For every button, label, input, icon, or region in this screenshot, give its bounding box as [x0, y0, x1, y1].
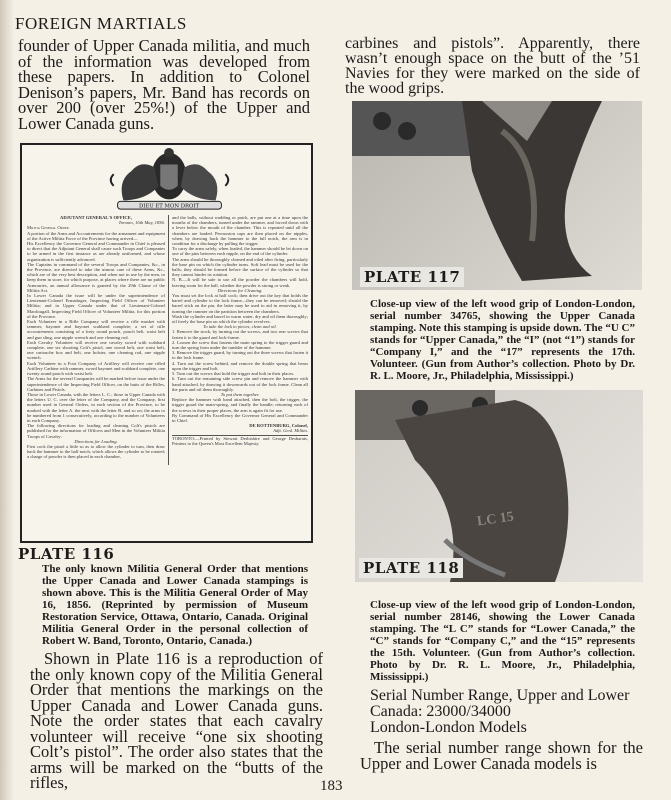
section-heading-line: Canada: 23000/34000 — [370, 703, 511, 720]
order-subhead: To take the lock to pieces, clean and oil. — [203, 324, 277, 330]
order-paragraph: Wash the cylinder and barrel in warm water, dry and oil them thoroughly; oil freely the base pin on which the cylinder revolves. — [172, 313, 308, 325]
plate-117-photo — [352, 101, 642, 290]
order-heading: ADJUTANT GENERAL'S OFFICE, — [60, 215, 132, 220]
order-paragraph: Each Volunteer in a Rifle Company will receive a rifle musket with rammer, bayonet and bayonet scabbard complete; a set of rifle accoutrements consisting of a forty round pouch, pouch belt, waist belt and gun sling, one nipple wrench and one cleaning rod. — [27, 319, 165, 340]
plate-117-caption: Close-up view of the left wood grip of London-London, serial number 34765, showing the Upper Canada stamping. Note this stamping is upside down. The “U C” stands for “Upper Canada,” the “I” (not “1”) stands for “Company I,” and the “17” represents the 17th. Volunteer. (Gun from Author’s collection. Photo by Dr. R. L. Moore, Jr., Philadelphia, Mississippi.) — [370, 298, 635, 382]
order-subhead: Directions for Loading. — [74, 438, 118, 444]
plate-118-caption: Close-up view of the left wood grip of London-London, serial number 28146, showing the Lower Canada stamping. The “L C” stands for “Lower Canada,” the “C” stands for “Company C,” and the “15” represents the 15th. Volunteer. (Gun from Author’s collection. Photo by Dr. R. L. Moore, Jr., Philadelphia, Mississippi.) — [370, 599, 635, 683]
order-paragraph: To carry the arms safely, when loaded, the hammer should be let down on one of the pins between each nipple, on the end of the cylinder. — [172, 246, 308, 257]
motto-ribbon: DIEU ET MON DROIT — [138, 203, 200, 210]
order-paragraph: In Lower Canada the issue will be under the superintendence of Lieutenant-Colonel Ermatinger, Inspecting Field Officer of Volunteer Militia; and in Upper Canada under that of Lieutenant-Colonel Macdougall, Inspecting Field Officer of Volunteer Militia, for this portion of the Province. — [27, 293, 165, 319]
order-step: 1. Remove the stock, by turning out the screws, and two rear screws that fasten it to the guard and lock-frame. — [172, 329, 308, 340]
order-imprint: TORONTO:—Printed by Stewart Derbishire and George Desbarats, Printers to the Queen's Most Excellent Majesty. — [172, 435, 308, 446]
order-paragraph: The Captains in command of the several Troops and Companies, &c., in the Province, are directed to take the utmost care of these Arms, &c., which are of the very best description, and when not in use by the men, to keep them in store, for which purpose, at places where there are no public Armouries, an annual allowance is granted by the 29th Clause of the Militia Act. — [27, 261, 165, 293]
order-step: 2. Loosen the screw that fastens the main spring to the trigger guard and turn the spring from under the tumbler of the hammer. — [172, 339, 308, 351]
order-paragraph: The arms should be thoroughly cleaned and oiled after firing, particularly the base pin on which the cylinder turns. Soft lead must be used for the balls; they should be formed before the surface of the cylinder so that they cannot hinder its rotation. — [172, 256, 308, 278]
paragraph: The serial number range shown for the Upper and Lower Canada models is — [360, 738, 643, 773]
order-paragraph: You must set the lock at half cock; then drive out the key that holds the barrel and cylinder to the lock frame—they can be removed; should the barrel stick on the pin, the latter may be used to aid in removing it, by turning the rammer on the partition between the chambers. — [172, 293, 308, 314]
order-paragraph: First cock the pistol a little so as to allow the cylinder to turn, then draw back the hammer to the half notch, which allows the cylinder to be rotated; a charge of powder is then placed in each chamber, — [27, 443, 165, 460]
royal-coat-of-arms-image — [102, 147, 237, 213]
right-column-top-paragraph — [345, 36, 640, 96]
order-signature-title: Adjt. Genl. Militia. — [273, 428, 308, 434]
plate-117-label: PLATE 117 — [360, 267, 464, 287]
left-column-top-paragraph — [18, 38, 310, 131]
order-step: 4. Turn out the screw behind, and remove the double spring that bears upon the trigger and bolt. — [172, 360, 308, 371]
order-signature: DE ROTTENBURG, Colonel, — [249, 423, 308, 429]
militia-general-order-reproduction — [20, 143, 313, 543]
order-command: By Command of His Excellency the Governor General and Commander in Chief. — [172, 412, 308, 423]
order-step: 3. Remove the trigger guard, by turning out the three screws that fasten it to the lock frame. — [172, 350, 308, 361]
plate-116-label: PLATE 116 — [18, 545, 115, 563]
order-paragraph: N. B.—It will be safe to use all the powder the chambers will hold, leaving room for the ball, whether the powder is strong or weak. — [172, 277, 308, 288]
running-head: FOREIGN MARTIALS — [15, 14, 187, 33]
order-paragraph: Each Cavalry Volunteer will receive one cavalry sword with scabbard complete, one six shooting Colt's pistol, one sword belt, one waist belt, one cartouche box and belt, one holster, one cleaning rod, one nipple wrench. — [27, 339, 165, 361]
revolver-grip-image — [355, 390, 643, 582]
order-paragraph: A portion of the Arms and Accoutrements for the armament and equipment of the Active Militia Force of the Province having arrived— — [27, 230, 165, 241]
order-paragraph: His Excellency the Governor General and Commander in Chief is pleased to direct that the Adjutant General shall cause such Troops and Companies to be armed in the first instance as are already uniformed, and whose organization is sufficiently advanced. — [27, 241, 165, 262]
page-number: 183 — [320, 778, 343, 794]
column-rule — [168, 215, 169, 465]
section-heading-line: Serial Number Range, Upper and Lower — [370, 687, 630, 704]
order-step: 6. Turn out the remaining side screw pin and remove the hammer with hand attached, by drawing it downwards out of the lock frame. Clean all the parts and oil them thoroughly. — [172, 376, 308, 392]
plate-116-caption: The only known Militia General Order that mentions the Upper Canada and Lower Canada stampings is shown above. This is the Militia General Order of May 16, 1856. (Reprinted by permission of Museum Restoration Service, Ottawa, Ontario, Canada. Original Militia General Order in the personal collection of Robert W. Band, Toronto, Ontario, Canada.) — [42, 563, 308, 647]
order-paragraph: Those in Lower Canada, with the letters L. C.; those in Upper Canada with the letters U. C. over the letter of the Company, and the Company, first number used in General Orders, in each section of the Province, to be marked with the letter A. the next with the letter B. and so on; the arms to be numbered from 1 consecutively, according to the number of Volunteers in each Company. — [27, 391, 165, 423]
order-right-column — [172, 215, 308, 446]
order-paragraph: Replace the hammer with hand attached, then the bolt, the trigger, the trigger guard the main-spring, and finally the handle; returning each of the screws in their proper places, the arm is again fit for use. — [172, 397, 308, 413]
paragraph: Shown in Plate 116 is a reproduction of the only known copy of the Militia General Order that mentions the markings on the Upper Canada and Lower Canada guns. Note the order states that each cavalry volunteer will receive “one six shooting Colt’s pistol”. The order also states that the arms will be marked on the “butts of the rifles, — [30, 649, 323, 792]
section-heading-line: London-London Models — [370, 719, 527, 736]
section-heading — [370, 688, 629, 736]
revolver-grip-image — [352, 101, 642, 290]
order-paragraph: and the balls, without wadding or patch, are put one at a time upon the mouths of the chambers, turned under the rammer, and forced down with a lever below the mouth of the chamber. This is repeated until all the chambers are loaded. Percussion caps are then placed on the nipples, when, by drawing back the hammer to the full notch, the arm is in condition for a discharge by pulling the trigger. — [172, 215, 308, 247]
order-subhead: Directions for Cleaning. — [217, 287, 263, 293]
order-paragraph: Each Volunteer in a Foot Company of Artillery will receive one rifled Artillery Carbine with rammer, sword bayonet and scabbard complete, one twenty round pouch with waist belt. — [27, 360, 165, 377]
order-title: Militia General Order. — [27, 225, 70, 231]
plate-118-label: PLATE 118 — [359, 558, 463, 578]
paragraph: carbines and pistols”. Apparently, there wasn’t enough space on the butt of the ’51 Navies for they were marked on the side of the wood grips. — [345, 35, 640, 97]
order-left-column — [27, 215, 165, 460]
order-paragraph: The following directions for loading and cleaning Colt's pistols are published for the information of Officers and Men in the Volunteer Militia Troops of Cavalry: — [27, 423, 165, 439]
book-binding-shadow — [0, 0, 14, 800]
order-step: 5. Turn out the screws that hold the trigger and bolt in their places. — [172, 371, 295, 377]
grip-stamp: LC 15 — [476, 509, 515, 530]
order-dateline: Toronto, 16th May, 1856. — [118, 220, 165, 226]
right-column-bottom-paragraph — [360, 740, 643, 771]
order-paragraph: The Arms for the several Companies will be marked before issue under the superintendence of the Inspecting Field Officer, on the butts of the Rifles, Carbines and Pistols. — [27, 376, 165, 392]
paragraph: founder of Upper Canada militia, and much of the information was developed from these papers. In addition to Colonel Denison’s papers, Mr. Band has records on over 200 (over 25%!) of the Upper and Lower Canada guns. — [18, 36, 310, 133]
order-subhead: To put them together. — [220, 391, 260, 397]
plate-118-photo — [355, 390, 643, 582]
left-column-bottom-paragraph — [30, 651, 323, 791]
